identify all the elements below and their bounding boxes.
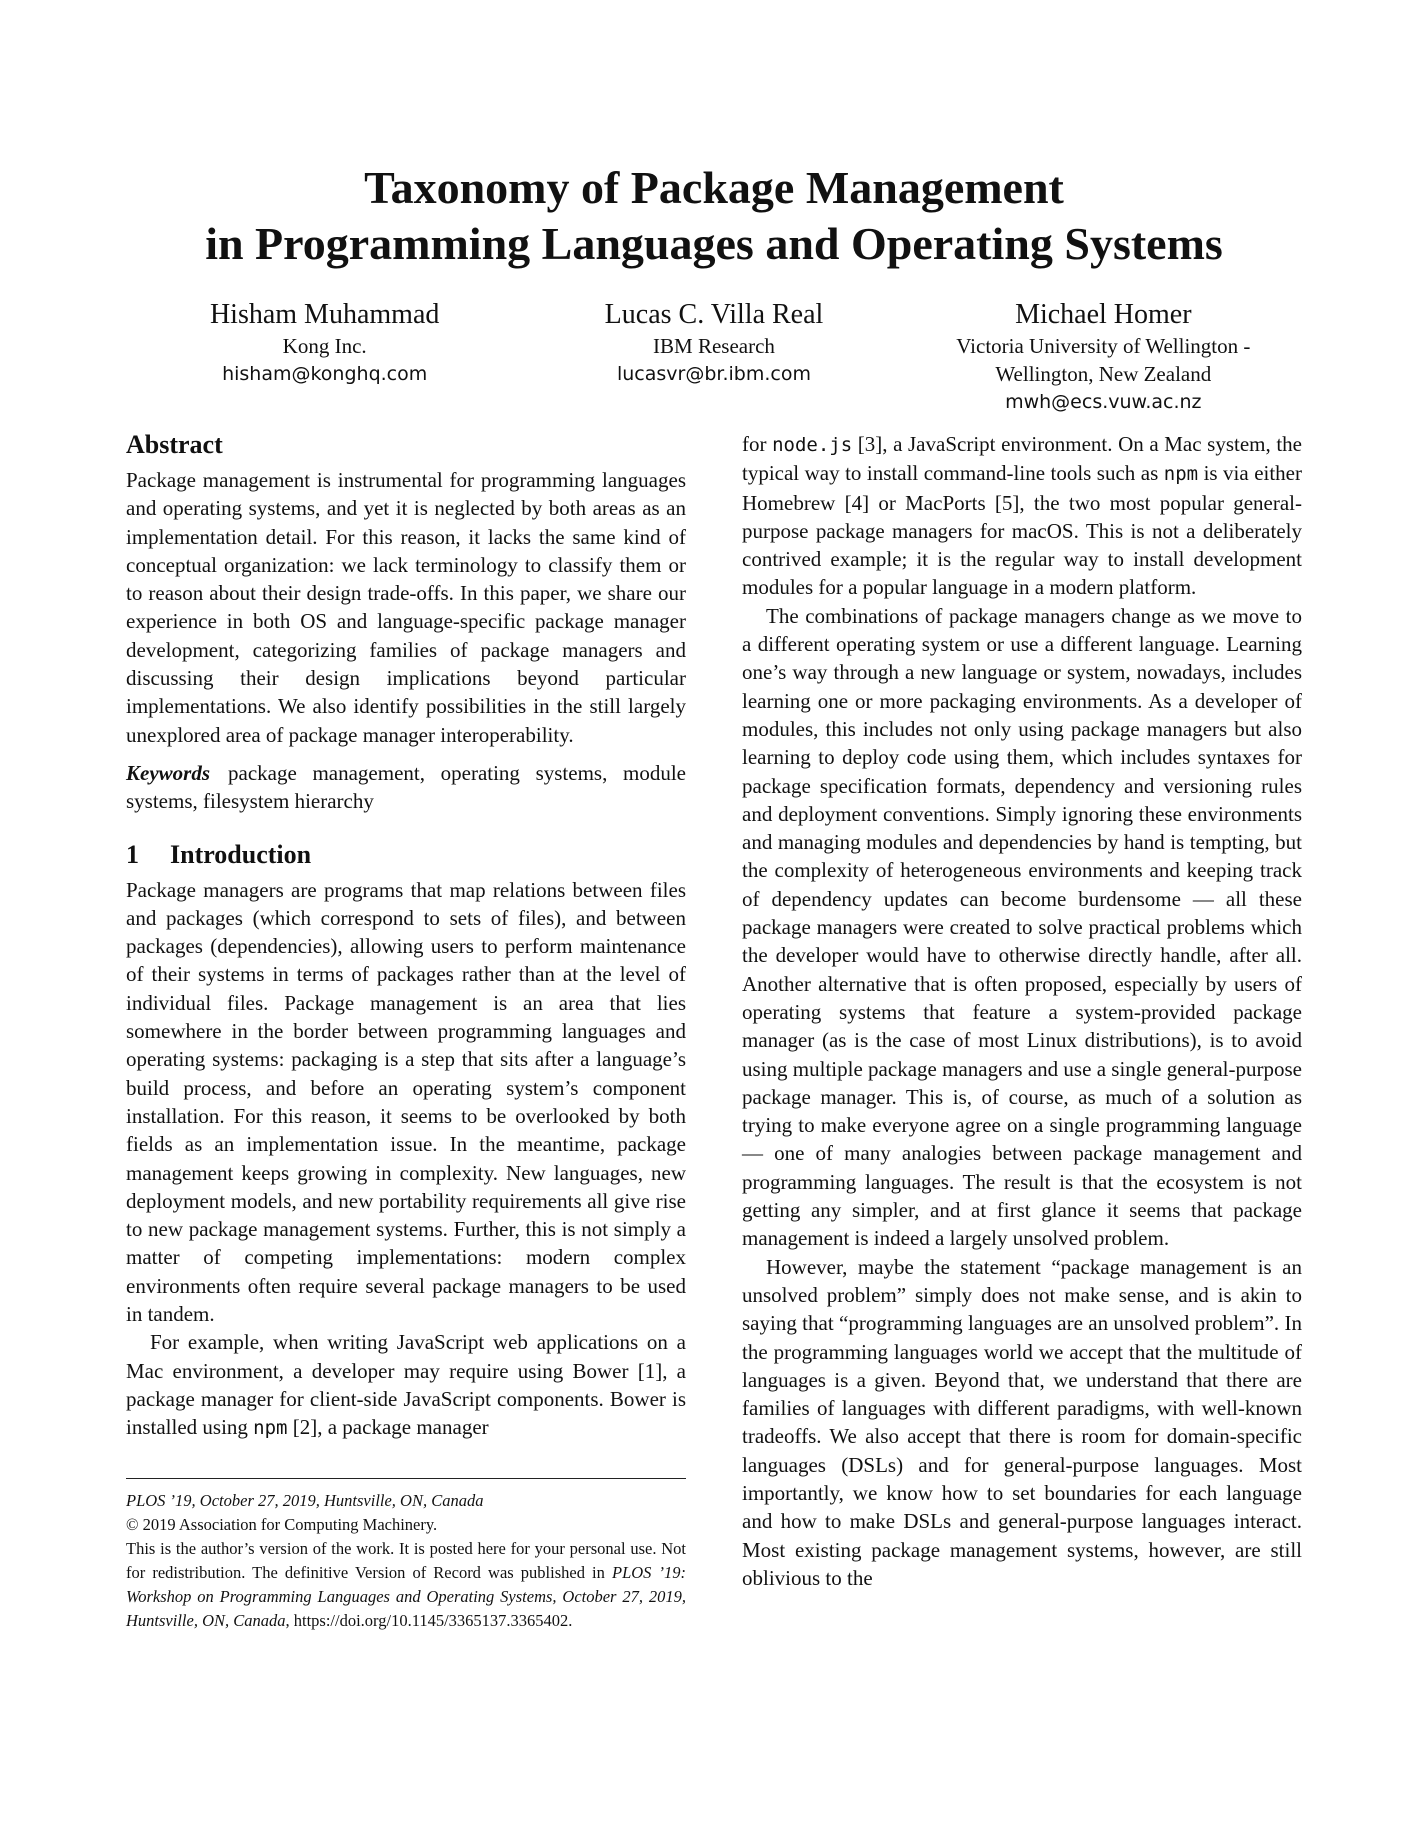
- paper-title: [100, 160, 1328, 272]
- author-3: [909, 298, 1298, 416]
- text-run: for: [742, 432, 773, 456]
- author-block: [130, 298, 1298, 416]
- author-affiliation: Kong Inc.: [282, 334, 367, 358]
- section-heading-introduction: [126, 838, 686, 872]
- section-title: Introduction: [170, 839, 312, 869]
- abstract-heading: Abstract: [126, 430, 223, 459]
- doi-text: , https://doi.org/10.1145/3365137.3365402.: [285, 1611, 573, 1630]
- version-note: [126, 1537, 686, 1633]
- author-name: Michael Homer: [1015, 299, 1192, 330]
- inline-code-npm: npm: [1163, 463, 1199, 486]
- right-column: [742, 430, 1302, 1592]
- keywords-text: package management, operating systems, module systems, filesystem hierarchy: [126, 760, 686, 814]
- abstract-text: Package management is instrumental for programming languages and operating systems, and yet it is neglected by both areas as an implementation detail. For this reason, it lacks the same kind of conceptual organization: we lack terminology to classify them or to reason about their design trade-offs. In this paper, we share our experience in both OS and language-specific package manager development, categorizing families of package managers and discussing their design implications beyond particular implementations. We also identify possibilities in the still largely unexplored area of package manager interoperability.: [126, 468, 686, 747]
- inline-code-node: node.js: [772, 434, 853, 456]
- text-run: [2], a package manager: [287, 1415, 489, 1440]
- author-affiliation: IBM Research: [653, 334, 775, 358]
- author-name: Lucas C. Villa Real: [604, 299, 824, 330]
- author-email: hisham@konghq.com: [222, 363, 428, 385]
- text-run: For example, when writing JavaScript web applications on a Mac environment, a developer may require using Bower [1], a package manager for client-side JavaScript components. Bower is installed using: [126, 1330, 686, 1440]
- section-number: 1: [126, 839, 139, 869]
- keywords-label: Keywords: [126, 760, 210, 785]
- intro-paragraph-2: [126, 1328, 686, 1442]
- author-email: lucasvr@br.ibm.com: [616, 363, 811, 385]
- author-affiliation-2: Wellington, New Zealand: [995, 362, 1212, 386]
- keywords: [126, 759, 686, 816]
- author-email: mwh@ecs.vuw.ac.nz: [1005, 391, 1202, 413]
- right-paragraph-1: [742, 430, 1302, 602]
- conference-line: PLOS ’19, October 27, 2019, Huntsville, ON, Canada: [126, 1491, 484, 1510]
- author-2: [519, 298, 908, 416]
- text-run: is via either Homebrew [4] or MacPorts [5], the two most popular general-purpose package managers for macOS. This is not a deliberately contrived example; it is the regular way to install development modules for a popular language in a modern platform.: [742, 461, 1302, 600]
- intro-paragraph-1: Package managers are programs that map relations between files and packages (which correspond to sets of files), and between packages (dependencies), allowing users to perform maintenance of their systems in terms of packages rather than at the level of individual files. Package management is an area that lies somewhere in the border between programming languages and operating systems: packaging is a step that sits after a language’s build process, and before an operating system’s component installation. For this reason, it seems to be overlooked by both fields as an implementation issue. In the meantime, package management keeps growing in complexity. New languages, new deployment models, and new portability requirements all give rise to new package management systems. Further, this is not simply a matter of competing implementations: modern complex environments often require several package managers to be used in tandem.: [126, 877, 686, 1327]
- author-1: [130, 298, 519, 416]
- text-run: [3], a JavaScript environment. On a Mac system, the typical way to install command-line tools such as: [742, 432, 1302, 486]
- copyright-line: © 2019 Association for Computing Machinery.: [126, 1515, 438, 1534]
- right-paragraph-2: The combinations of package managers change as we move to a different operating system or use a different language. Learning one’s way through a new language or system, nowadays, includes learning one or more packaging environments. As a developer of modules, this includes not only using package managers but also learning to deploy code using them, which includes syntaxes for package specification formats, dependency and versioning rules and deployment conventions. Simply ignoring these environments and managing modules and dependencies by hand is tempting, but the complexity of heterogeneous environments and keeping track of dependency updates can become burdensome — all these package managers were created to solve practical problems which the developer would have to otherwise directly handle, after all. Another alternative that is often proposed, especially by users of operating systems that feature a system-provided package manager (as is the case of most Linux distributions), is to avoid using multiple package managers and use a single general-purpose package manager. This is, of course, as much of a solution as trying to make everyone agree on a single programming language — one of many analogies between package management and programming languages. The result is that the ecosystem is not getting any simpler, and at first glance it seems that package management is indeed a largely unsolved problem.: [742, 603, 1302, 1251]
- title-line-2: in Programming Languages and Operating Systems: [205, 218, 1223, 269]
- text-run: This is the author’s version of the work. It is posted here for your personal use. Not for redistribution. The definitive Version of Record was published in: [126, 1539, 686, 1582]
- title-line-1: Taxonomy of Package Management: [364, 162, 1064, 213]
- left-column: [126, 428, 686, 1443]
- venue-italic: PLOS ’19: Workshop on Programming Languages and Operating Systems, October 27, 2019, Huntsville, ON, Canada: [126, 1563, 686, 1630]
- inline-code-npm: npm: [253, 1417, 288, 1440]
- author-affiliation: Victoria University of Wellington -: [956, 334, 1251, 358]
- right-paragraph-3: However, maybe the statement “package management is an unsolved problem” simply does not make sense, and is akin to saying that “programming languages are an unsolved problem”. In the programming languages world we accept that the multitude of languages is a given. Beyond that, we understand that there are families of languages with different paradigms, with well-known tradeoffs. We also accept that there is room for domain-specific languages (DSLs) and for general-purpose languages. Most importantly, we know how to set boundaries for each language and how to make DSLs and general-purpose languages interact. Most existing package management systems, however, are still oblivious to the: [742, 1254, 1302, 1590]
- copyright-footnote: [126, 1478, 686, 1633]
- author-name: Hisham Muhammad: [209, 299, 440, 330]
